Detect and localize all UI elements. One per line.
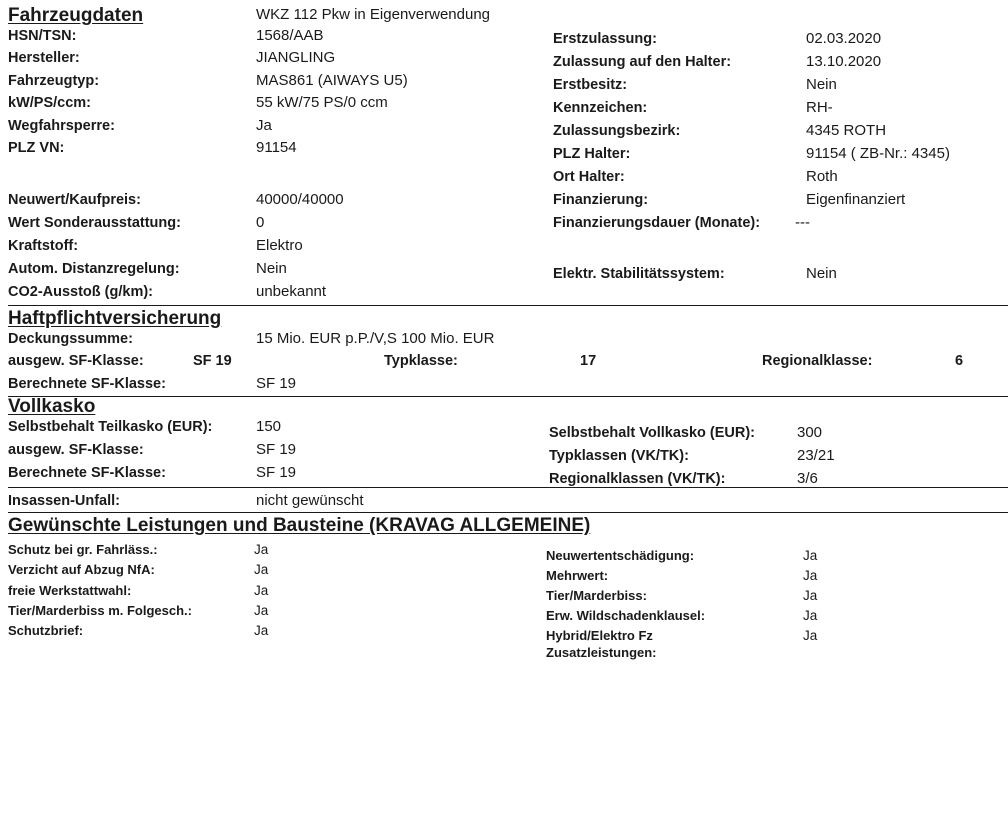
label-fahrzeugtyp: Fahrzeugtyp: [8,73,100,89]
section-heading-fahrzeugdaten: Fahrzeugdaten [8,5,144,26]
value-regionalklasse: 6 [955,353,964,369]
value-finanzierungsdauer: --- [795,214,810,231]
label-marderbiss-folgesch: Tier/Marderbiss m. Folgesch.: [8,603,192,618]
value-finanzierung: Eigenfinanziert [806,191,906,208]
value-verzicht-nfa: Ja [254,562,269,577]
value-co2: unbekannt [256,283,327,300]
value-regionalklassen: 3/6 [797,470,818,487]
label-sonderausstattung: Wert Sonderausstattung: [8,215,181,231]
label-regionalklasse: Regionalklasse: [762,353,873,369]
value-wegfahrsperre: Ja [256,117,272,134]
section-heading-vollkasko: Vollkasko [8,396,96,417]
section-heading-leistungen: Gewünschte Leistungen und Bausteine (KRAVAG ALLGEMEINE) [8,515,591,536]
label-neuwertentschaedigung: Neuwertentschädigung: [546,548,695,563]
value-schutzbrief: Ja [254,623,269,638]
divider [8,512,1008,513]
label-stabilitaetssystem: Elektr. Stabilitätssystem: [553,266,725,282]
value-hsn-tsn: 1568/AAB [256,27,324,44]
value-ort-halter: Roth [806,168,838,185]
value-hybrid-elektro: Ja [803,628,818,643]
label-werkstattwahl: freie Werkstattwahl: [8,583,132,598]
label-vollkasko-sf: ausgew. SF-Klasse: [8,442,144,458]
label-tier-marderbiss: Tier/Marderbiss: [546,588,647,603]
value-zulassung-halter: 13.10.2020 [806,53,882,70]
label-co2: CO2-Ausstoß (g/km): [8,284,153,300]
value-schutz-fahrlaess: Ja [254,542,269,557]
value-deckungssumme: 15 Mio. EUR p.P./V,S 100 Mio. EUR [256,330,495,347]
value-typklasse: 17 [580,353,597,369]
label-wildschadenklausel: Erw. Wildschadenklausel: [546,608,706,623]
value-plz-vn: 91154 [256,139,297,156]
value-tier-marderbiss: Ja [803,588,818,603]
value-vollkasko-sf: SF 19 [256,441,297,458]
label-typklasse: Typklasse: [384,353,458,369]
value-hersteller: JIANGLING [256,49,336,66]
label-insassen-unfall: Insassen-Unfall: [8,493,120,509]
label-selbstbehalt-teilkasko: Selbstbehalt Teilkasko (EUR): [8,419,213,435]
value-plz-halter: 91154 ( ZB-Nr.: 4345) [806,145,950,162]
divider [8,487,1008,488]
label-regionalklassen: Regionalklassen (VK/TK): [549,471,726,487]
value-selbstbehalt-teilkasko: 150 [256,418,282,435]
label-erstzulassung: Erstzulassung: [553,31,657,47]
value-kennzeichen: RH- [806,99,833,116]
label-haftpflicht-sf: ausgew. SF-Klasse: [8,353,144,369]
divider [8,396,1008,397]
label-hersteller: Hersteller: [8,50,80,66]
divider [8,305,1008,306]
label-finanzierungsdauer: Finanzierungsdauer (Monate): [553,215,761,231]
value-vollkasko-berechnet: SF 19 [256,464,297,481]
value-erstbesitz: Nein [806,76,837,93]
label-mehrwert: Mehrwert: [546,568,609,583]
value-marderbiss-folgesch: Ja [254,603,269,618]
vehicle-subtitle: WKZ 112 Pkw in Eigenverwendung [256,6,491,23]
label-typklassen: Typklassen (VK/TK): [549,448,689,464]
value-haftpflicht-berechnet: SF 19 [256,375,297,392]
value-neuwert: 40000/40000 [256,191,344,208]
value-insassen-unfall: nicht gewünscht [256,492,364,509]
section-heading-haftpflicht: Haftpflichtversicherung [8,308,222,329]
label-neuwert: Neuwert/Kaufpreis: [8,192,141,208]
label-hsn-tsn: HSN/TSN: [8,28,77,44]
value-stabilitaetssystem: Nein [806,265,837,282]
value-erstzulassung: 02.03.2020 [806,30,882,47]
value-haftpflicht-sf: SF 19 [193,353,232,369]
value-mehrwert: Ja [803,568,818,583]
value-typklassen: 23/21 [797,447,835,464]
value-distanzregelung: Nein [256,260,287,277]
label-haftpflicht-berechnet: Berechnete SF-Klasse: [8,376,166,392]
label-deckungssumme: Deckungssumme: [8,331,133,347]
value-kw-ps-ccm: 55 kW/75 PS/0 ccm [256,94,388,111]
label-schutz-fahrlaess: Schutz bei gr. Fahrläss.: [8,542,158,557]
label-wegfahrsperre: Wegfahrsperre: [8,118,115,134]
value-wildschadenklausel: Ja [803,608,818,623]
label-distanzregelung: Autom. Distanzregelung: [8,261,180,277]
value-zulassungsbezirk: 4345 ROTH [806,122,887,139]
label-verzicht-nfa: Verzicht auf Abzug NfA: [8,562,155,577]
value-kraftstoff: Elektro [256,237,303,254]
label-plz-halter: PLZ Halter: [553,146,631,162]
value-werkstattwahl: Ja [254,583,269,598]
label-ort-halter: Ort Halter: [553,169,625,185]
value-neuwertentschaedigung: Ja [803,548,818,563]
label-vollkasko-berechnet: Berechnete SF-Klasse: [8,465,166,481]
value-fahrzeugtyp: MAS861 (AIWAYS U5) [256,72,408,89]
label-zulassung-halter: Zulassung auf den Halter: [553,54,732,70]
label-erstbesitz: Erstbesitz: [553,77,628,93]
value-sonderausstattung: 0 [256,214,265,231]
label-plz-vn: PLZ VN: [8,140,65,156]
label-finanzierung: Finanzierung: [553,192,649,208]
label-kw-ps-ccm: kW/PS/ccm: [8,95,91,111]
label-kennzeichen: Kennzeichen: [553,100,648,116]
label-hybrid-elektro: Hybrid/Elektro Fz [546,628,653,643]
label-zulassungsbezirk: Zulassungsbezirk: [553,123,681,139]
label-schutzbrief: Schutzbrief: [8,623,84,638]
label-kraftstoff: Kraftstoff: [8,238,79,254]
label-selbstbehalt-vollkasko: Selbstbehalt Vollkasko (EUR): [549,425,755,441]
label-zusatzleistungen: Zusatzleistungen: [546,645,657,660]
value-selbstbehalt-vollkasko: 300 [797,424,823,441]
